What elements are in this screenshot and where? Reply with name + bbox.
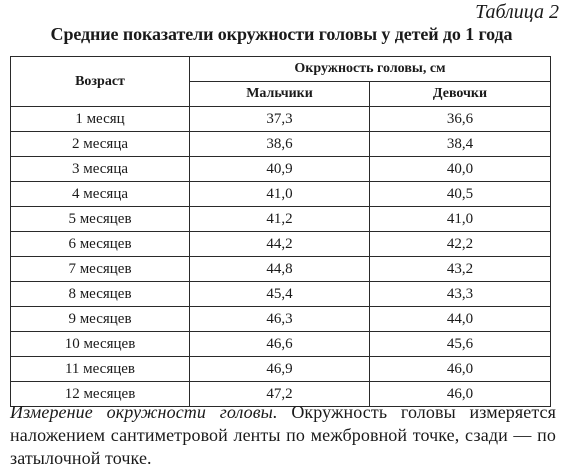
girls-value-cell: 36,6 — [370, 107, 551, 132]
boys-value-cell: 37,3 — [190, 107, 370, 132]
boys-value-cell: 46,3 — [190, 307, 370, 332]
girls-value-cell: 44,0 — [370, 307, 551, 332]
age-cell: 4 месяца — [11, 182, 190, 207]
table-row — [11, 182, 551, 207]
boys-value-cell: 40,9 — [190, 157, 370, 182]
boys-value-cell: 47,2 — [190, 382, 370, 407]
table-row — [11, 357, 551, 382]
table-row — [11, 132, 551, 157]
girls-value-cell: 41,0 — [370, 207, 551, 232]
column-header-age: Возраст — [11, 57, 190, 107]
column-header-boys: Мальчики — [190, 82, 370, 107]
age-cell: 8 месяцев — [11, 282, 190, 307]
table-title: Средние показатели окружности головы у детей до 1 года — [50, 24, 513, 44]
girls-value-cell: 40,0 — [370, 157, 551, 182]
head-circumference-table — [10, 56, 551, 407]
paragraph-lead: Измерение окружности головы. — [10, 402, 278, 422]
age-cell: 1 месяц — [11, 107, 190, 132]
age-cell: 3 месяца — [11, 157, 190, 182]
girls-value-cell: 38,4 — [370, 132, 551, 157]
boys-value-cell: 44,2 — [190, 232, 370, 257]
table-label: Таблица 2 — [475, 1, 559, 23]
table-row — [11, 207, 551, 232]
boys-value-cell: 38,6 — [190, 132, 370, 157]
age-cell: 6 месяцев — [11, 232, 190, 257]
table-row — [11, 107, 551, 132]
boys-value-cell: 46,9 — [190, 357, 370, 382]
table-row — [11, 257, 551, 282]
boys-value-cell: 45,4 — [190, 282, 370, 307]
girls-value-cell: 42,2 — [370, 232, 551, 257]
column-header-head-circumference: Окружность головы, см — [190, 57, 551, 82]
age-cell: 9 месяцев — [11, 307, 190, 332]
table-row — [11, 157, 551, 182]
boys-value-cell: 46,6 — [190, 332, 370, 357]
age-cell: 10 месяцев — [11, 332, 190, 357]
age-cell: 5 месяцев — [11, 207, 190, 232]
girls-value-cell: 43,2 — [370, 257, 551, 282]
girls-value-cell: 40,5 — [370, 182, 551, 207]
girls-value-cell: 45,6 — [370, 332, 551, 357]
age-cell: 7 месяцев — [11, 257, 190, 282]
table-body — [11, 107, 551, 407]
boys-value-cell: 41,0 — [190, 182, 370, 207]
paragraph-body: Окружность головы измеряется наложением сантиметровой ленты по межбровной точке, сзади — по затылочной точке. — [10, 402, 557, 468]
age-cell: 11 месяцев — [11, 357, 190, 382]
girls-value-cell: 46,0 — [370, 357, 551, 382]
age-cell: 12 месяцев — [11, 382, 190, 407]
table-row — [11, 332, 551, 357]
girls-value-cell: 43,3 — [370, 282, 551, 307]
table-row — [11, 307, 551, 332]
age-cell: 2 месяца — [11, 132, 190, 157]
boys-value-cell: 44,8 — [190, 257, 370, 282]
boys-value-cell: 41,2 — [190, 207, 370, 232]
column-header-girls: Девочки — [370, 82, 551, 107]
girls-value-cell: 46,0 — [370, 382, 551, 407]
table-row — [11, 282, 551, 307]
table-row — [11, 232, 551, 257]
measurement-paragraph — [10, 401, 556, 470]
